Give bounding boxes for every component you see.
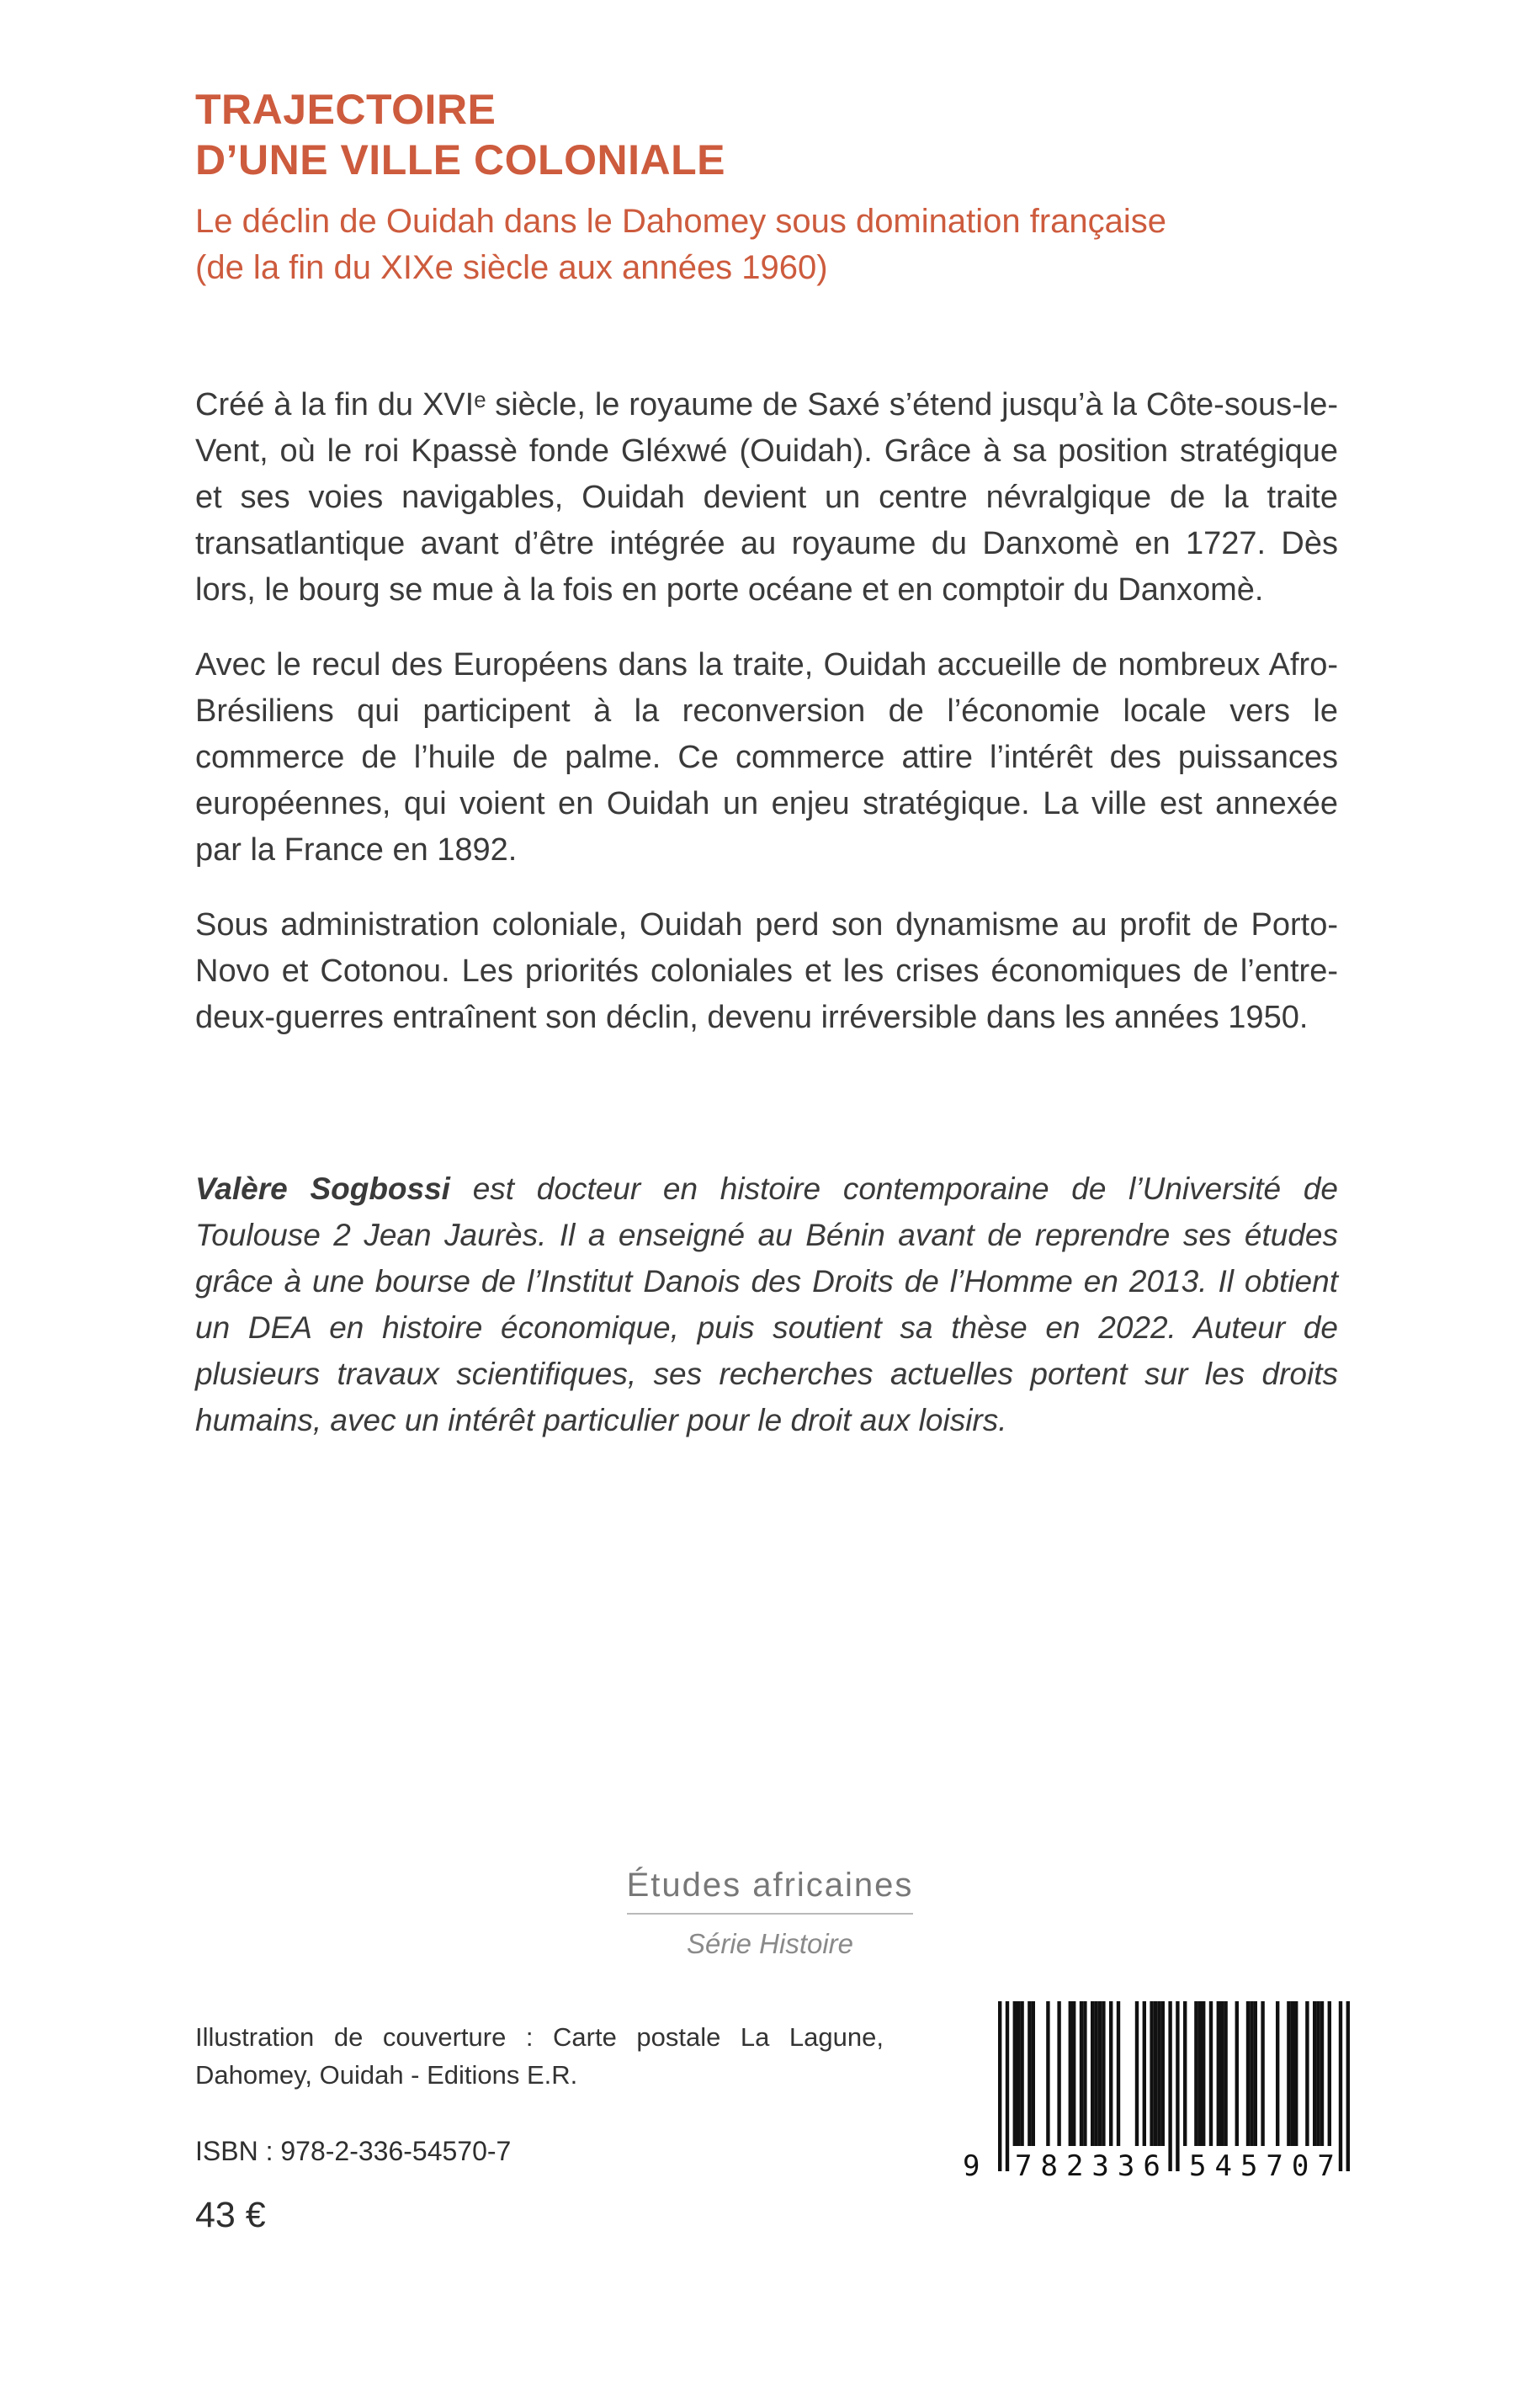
isbn: ISBN : 978-2-336-54570-7	[195, 2136, 512, 2166]
book-title	[195, 84, 1338, 185]
book-subtitle	[195, 199, 1338, 291]
author-bio-text: est docteur en histoire contemporaine de l’Université de Toulouse 2 Jean Jaurès. Il a enseigné au Bénin avant de reprendre ses études grâce à une bourse de l’Institut Danois des Droits de l’Homme en 2013. Il obtient un DEA en histoire économique, puis soutient sa thèse en 2022. Auteur de plusieurs travaux scientifiques, ses recherches actuelles portent sur les droits humains, avec un intérêt particulier pour le droit aux loisirs.	[195, 1171, 1339, 1437]
author-name: Valère Sogbossi	[195, 1171, 450, 1206]
synopsis-paragraph-3: Sous administration coloniale, Ouidah perd son dynamisme au profit de Porto-Novo et Cotonou. Les priorités coloniales et les crises économiques de l’entre-deux-guerres entraînent son déclin, devenu irréversible dans les années 1950.	[195, 907, 1338, 1035]
book-subtitle-line1: Le déclin de Ouidah dans le Dahomey sous domination française	[195, 203, 1167, 240]
content-column	[195, 0, 1338, 1443]
synopsis-paragraph-1: Créé à la fin du XVIᵉ siècle, le royaume de Saxé s’étend jusqu’à la Côte-sous-le-Vent, où le roi Kpassè fonde Gléxwé (Ouidah). Grâce à sa position stratégique et ses voies navigables, Ouidah devient un centre névralgique de la traite transatlantique avant d’être intégrée au royaume du Danxomè en 1727. Dès lors, le bourg se mue à la fois en porte océane et en comptoir du Danxomè.	[195, 387, 1338, 608]
barcode-lead-digit: 9	[963, 2149, 980, 2183]
credit-line-1: Illustration de couverture : Carte postale La Lagune,	[195, 2022, 884, 2052]
book-subtitle-line2: (de la fin du XIXe siècle aux années 1960)	[195, 249, 828, 286]
series-subtitle: Série Histoire	[686, 1928, 854, 1959]
credit-line-2: Dahomey, Ouidah - Editions E.R.	[195, 2060, 578, 2090]
barcode	[963, 2001, 1350, 2207]
barcode-digits-group1: 782336	[1015, 2149, 1169, 2183]
synopsis-paragraph-2: Avec le recul des Européens dans la traite, Ouidah accueille de nombreux Afro-Brésiliens qui participent à la reconversion de l’économie locale vers le commerce de l’huile de palme. Ce commerce attire l’intérêt des puissances européennes, qui voient en Ouidah un enjeu stratégique. La ville est annexée par la France en 1892.	[195, 647, 1338, 868]
series-block	[0, 1867, 1540, 1960]
barcode-digits-group2: 545707	[1189, 2149, 1343, 2183]
price: 43 €	[195, 2195, 266, 2235]
cover-illustration-credit	[195, 2018, 884, 2094]
book-title-line1: TRAJECTOIRE	[195, 86, 497, 133]
series-name: Études africaines	[627, 1867, 914, 1915]
author-bio	[195, 1166, 1338, 1443]
book-title-line2: D’UNE VILLE COLONIALE	[195, 136, 725, 183]
synopsis	[195, 382, 1338, 1041]
